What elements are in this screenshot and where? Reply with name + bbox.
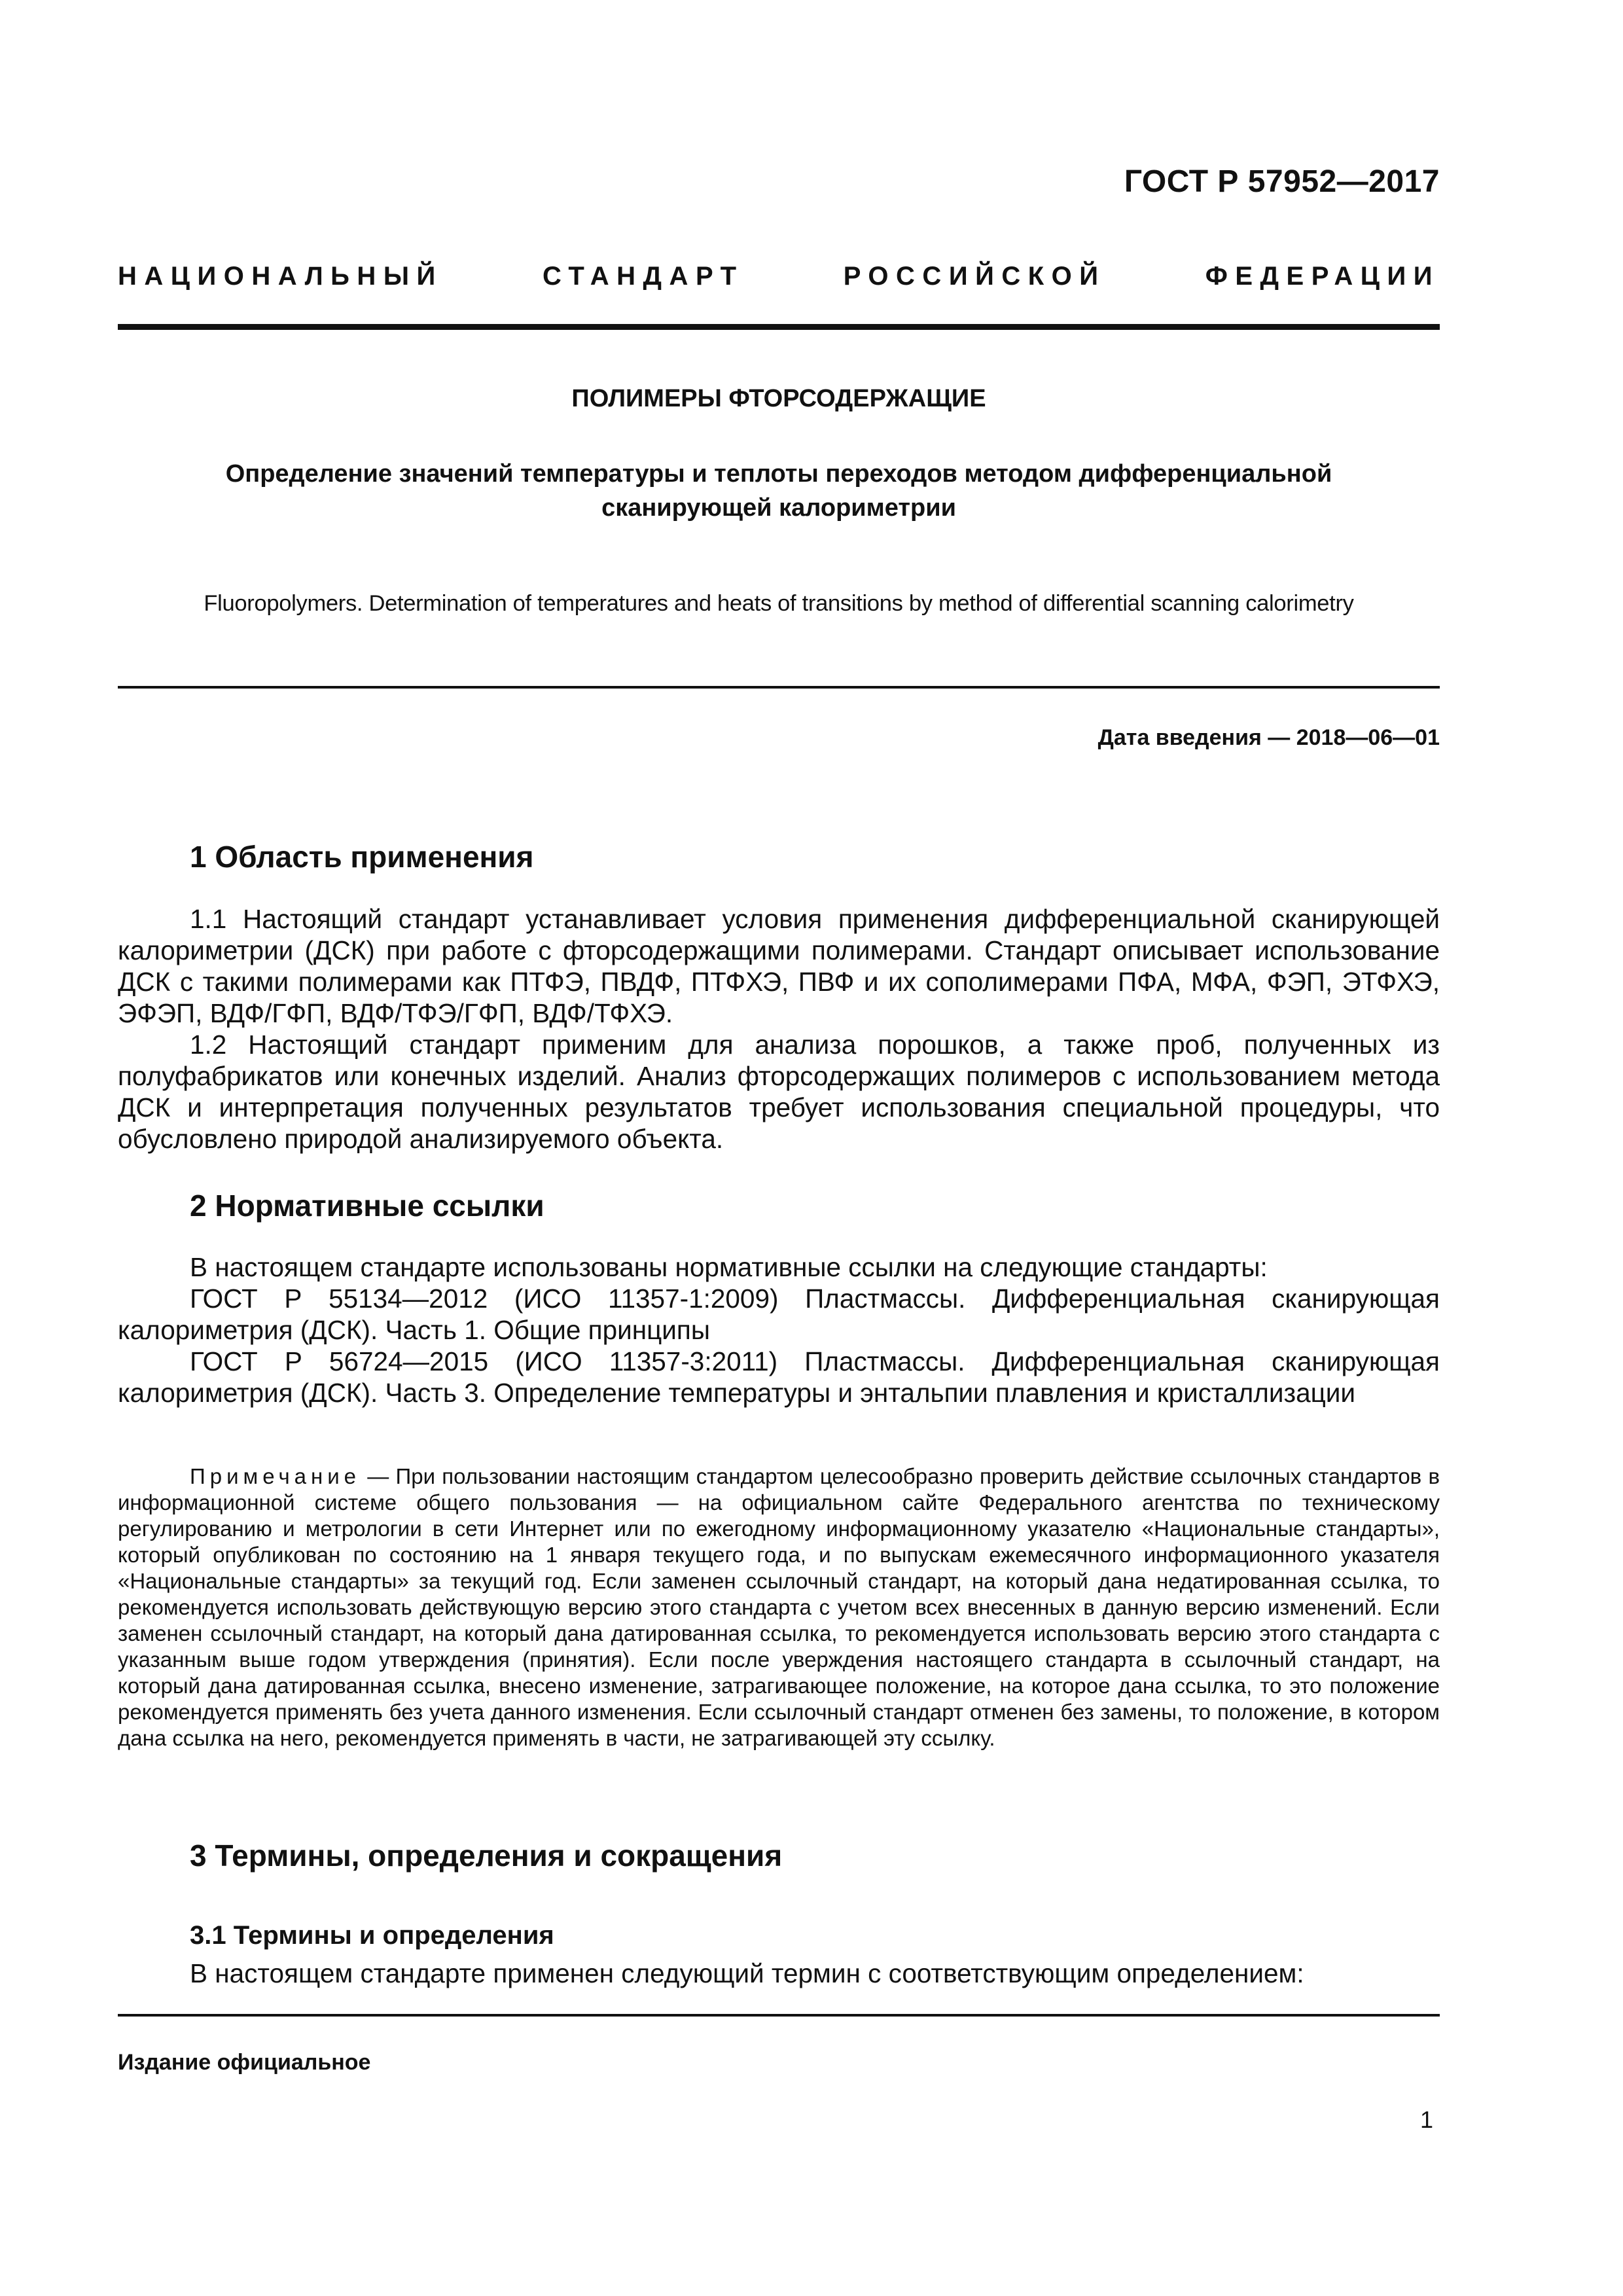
- reference-gost-55134: ГОСТ Р 55134—2012 (ИСО 11357-1:2009) Пластмассы. Дифференциальная сканирующая калориметрия (ДСК). Часть 1. Общие принципы: [118, 1283, 1440, 1345]
- subtitle-line-2: сканирующей калориметрии: [601, 494, 956, 522]
- subtitle-line-1: Определение значений температуры и теплоты переходов методом дифференциальной: [225, 460, 1332, 488]
- paragraph-1-2: 1.2 Настоящий стандарт применим для анализа порошков, а также проб, полученных из полуфабрикатов или конечных изделий. Анализ фторсодержащих полимеров с использованием метода ДСК и интерпретация полученных результатов требует использования специальной процедуры, что обусловлено природой анализируемого объекта.: [118, 1030, 1440, 1154]
- section-3-body: [118, 1958, 1440, 1989]
- document-title: ПОЛИМЕРЫ ФТОРСОДЕРЖАЩИЕ: [571, 385, 986, 412]
- section-2-heading: 2 Нормативные ссылки: [190, 1189, 544, 1223]
- paragraph-2-intro: В настоящем стандарте использованы нормативные ссылки на следующие стандарты:: [190, 1252, 1268, 1282]
- paragraph-3-1: В настоящем стандарте применен следующий термин с соответствующим определением:: [190, 1958, 1304, 1988]
- english-title: Fluoropolymers. Determination of temperatures and heats of transitions by method of differential scanning calorimetry: [204, 591, 1354, 616]
- header-rule: [118, 324, 1440, 330]
- section-2-body: [118, 1251, 1440, 1408]
- section-1-heading: 1 Область применения: [190, 840, 534, 874]
- note-label: Примечание: [190, 1464, 361, 1488]
- section-3-heading: 3 Термины, определения и сокращения: [190, 1839, 783, 1873]
- section-3-1-heading: 3.1 Термины и определения: [190, 1921, 554, 1950]
- note-text: — При пользовании настоящим стандартом целесообразно проверить действие ссылочных стандартов в информационной системе общего пользования — на официальном сайте Федерального агентства по техническому регулированию и метрологии в сети Интернет или по ежегодному информационному указателю «Национальные стандарты», который опубликован по состоянию на 1 января текущего года, и по выпускам ежемесячного информационного указателя «Национальные стандарты» за текущий год. Если заменен ссылочный стандарт, на который дана недатированная ссылка, то рекомендуется использовать действующую версию этого стандарта с учетом всех внесенных в данную версию изменений. Если заменен ссылочный стандарт, на который дана датированная ссылка, то рекомендуется использовать версию этого стандарта с указанным выше годом утверждения (принятия). Если после уверждения настоящего стандарта в ссылочный стандарт, на который дана датированная ссылка, внесено изменение, затрагивающее положение, на которое дана ссылка, то это положение рекомендуется применять без учета данного изменения. Если ссылочный стандарт отменен без замены, то положение, в котором дана ссылка на него, рекомендуется применять в части, не затрагивающей эту ссылку.: [118, 1464, 1440, 1750]
- paragraph-1-1: 1.1 Настоящий стандарт устанавливает условия применения дифференциальной сканирующей калориметрии (ДСК) при работе с фторсодержащими полимерами. Стандарт описывает использование ДСК с такими полимерами как ПТФЭ, ПВДФ, ПТФХЭ, ПВФ и их сополимерами ПФА, МФА, ФЭП, ЭТФХЭ, ЭФЭП, ВДФ/ГФП, ВДФ/ТФЭ/ГФП, ВДФ/ТФХЭ.: [118, 904, 1440, 1028]
- edition-label: Издание официальное: [118, 2050, 371, 2075]
- title-rule: [118, 686, 1440, 689]
- gost-number: ГОСТ Р 57952—2017: [1124, 164, 1440, 199]
- footer-rule: [118, 2014, 1440, 2017]
- section-2-note: [118, 1463, 1440, 1751]
- section-1-body: [118, 903, 1440, 1155]
- reference-gost-56724: ГОСТ Р 56724—2015 (ИСО 11357-3:2011) Пластмассы. Дифференциальная сканирующая калориметрия (ДСК). Часть 3. Определение температуры и энтальпии плавления и кристаллизации: [118, 1346, 1440, 1408]
- document-subtitle: [118, 457, 1440, 525]
- standard-banner: НАЦИОНАЛЬНЫЙ СТАНДАРТ РОССИЙСКОЙ ФЕДЕРАЦИИ: [118, 262, 1440, 291]
- page-number: 1: [1419, 2106, 1433, 2133]
- introduction-date: Дата введения — 2018—06—01: [1097, 725, 1440, 750]
